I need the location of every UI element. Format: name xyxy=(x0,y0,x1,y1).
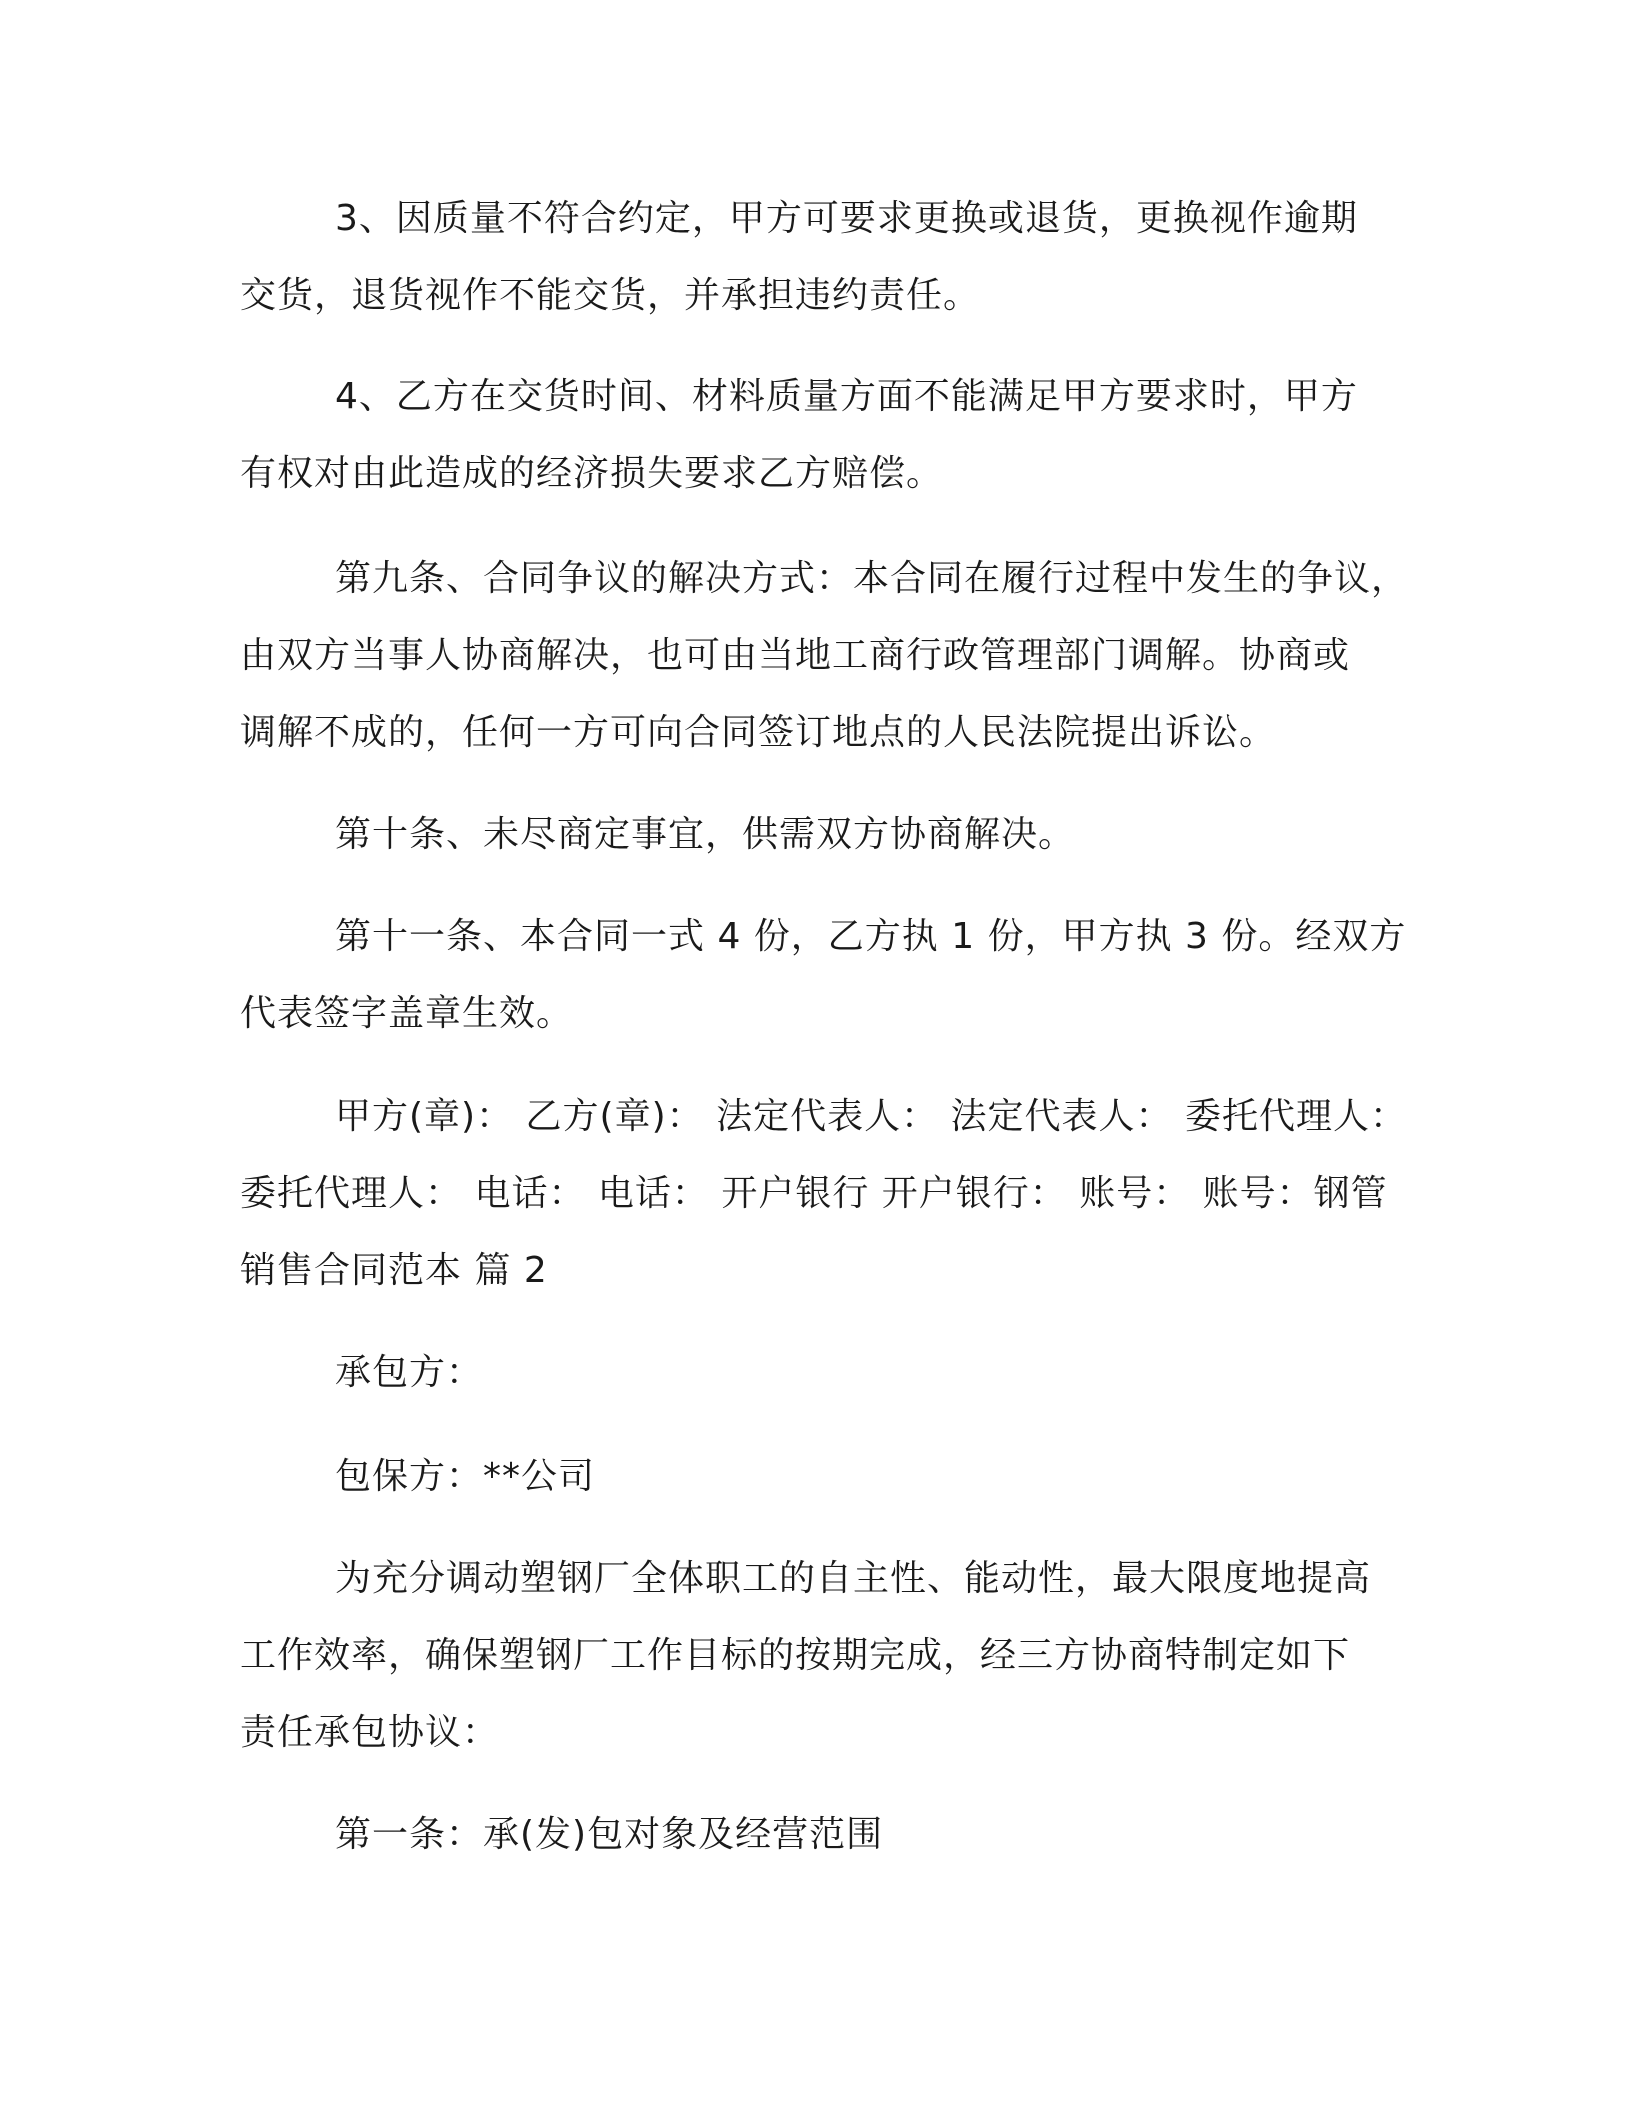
paragraph-article-11-copies xyxy=(240,898,1407,1052)
text-line: 4、乙方在交货时间、材料质量方面不能满足甲方要求时，甲方 xyxy=(335,376,1358,417)
paragraph-agreement-intro xyxy=(240,1540,1380,1771)
text-line: 第九条、合同争议的解决方式：本合同在履行过程中发生的争议， xyxy=(335,558,1409,599)
text-line: 调解不成的，任何一方可向合同签订地点的人民法院提出诉讼。 xyxy=(240,712,1277,753)
text-line: 有权对由此造成的经济损失要求乙方赔偿。 xyxy=(240,453,944,494)
paragraph-guarantor xyxy=(240,1438,1380,1515)
text-line: 责任承包协议： xyxy=(240,1712,500,1753)
paragraph-article-10 xyxy=(240,796,1380,873)
text-line: 包保方：**公司 xyxy=(335,1456,596,1497)
paragraph-contractor xyxy=(240,1334,1380,1411)
text-line: 销售合同范本 篇 2 xyxy=(240,1250,548,1291)
paragraph-article-9-dispute xyxy=(240,540,1409,771)
paragraph-compensation xyxy=(240,358,1380,512)
text-line: 代表签字盖章生效。 xyxy=(240,993,574,1034)
text-line: 承包方： xyxy=(335,1352,484,1393)
text-line: 3、因质量不符合约定，甲方可要求更换或退货，更换视作逾期 xyxy=(335,198,1358,239)
text-line: 由双方当事人协商解决，也可由当地工商行政管理部门调解。协商或 xyxy=(240,635,1351,676)
text-line: 第十条、未尽商定事宜，供需双方协商解决。 xyxy=(335,814,1076,855)
text-line: 委托代理人： 电话： 电话： 开户银行 开户银行： 账号： 账号：钢管 xyxy=(240,1173,1388,1214)
paragraph-quality-return xyxy=(240,180,1380,334)
paragraph-signature-block xyxy=(240,1078,1407,1309)
text-line: 第一条：承(发)包对象及经营范围 xyxy=(335,1814,884,1855)
text-line: 为充分调动塑钢厂全体职工的自主性、能动性，最大限度地提高 xyxy=(335,1558,1372,1599)
text-line: 工作效率，确保塑钢厂工作目标的按期完成，经三方协商特制定如下 xyxy=(240,1635,1351,1676)
text-line: 交货，退货视作不能交货，并承担违约责任。 xyxy=(240,275,981,316)
text-line: 甲方(章)： 乙方(章)： 法定代表人： 法定代表人： 委托代理人： xyxy=(335,1096,1407,1137)
text-line: 第十一条、本合同一式 4 份，乙方执 1 份，甲方执 3 份。经双方 xyxy=(335,916,1407,957)
paragraph-article-1-scope xyxy=(240,1796,1380,1873)
